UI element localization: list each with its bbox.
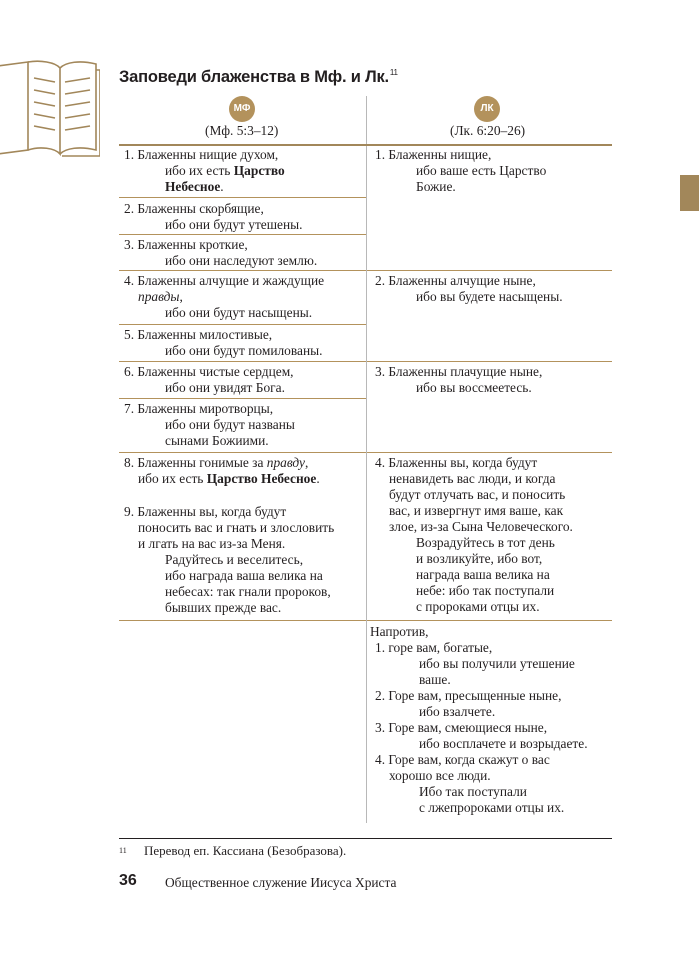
lk-woes: Напротив, 1. горе вам, богатые, ибо вы получили утешение ваше. 2. Горе вам, пресыщенные ныне, ибо взалчете. 3. Горе вам, смеющиеся ныне, ибо восплачете и возрыдаете. 4. Горе вам, когда скажут о вас хорошо все люди. Ибо так поступали с лжепророками отцы их. (370, 624, 588, 815)
page-title (119, 65, 398, 85)
mf-beatitude-5: 5. Блаженны милостивые, ибо они будут помилованы. (124, 327, 323, 358)
row-divider (367, 452, 612, 453)
row-divider (367, 361, 612, 362)
mf-beatitude-8: 8. Блаженны гонимые за правду, ибо их есть Царство Небесное. (124, 455, 320, 486)
mf-badge: МФ (229, 96, 255, 122)
title-footnote-ref: 11 (389, 68, 398, 77)
column-divider (366, 96, 367, 823)
lk-beatitude-3: 3. Блаженны плачущие ныне, ибо вы воссмеетесь. (375, 364, 543, 395)
row-divider (367, 620, 612, 621)
row-divider (119, 361, 366, 362)
row-divider (119, 324, 366, 325)
lk-beatitude-4: 4. Блаженны вы, когда будут ненавидеть вас люди, и когда будут отлучать вас, и поносить вас, и извергнут имя ваше, как злое, из-за Сына Человеческого. Возрадуйтесь в тот день и возликуйте, ибо вот, награда ваша велика на небе: ибо так поступали с пророками отцы их. (375, 455, 573, 614)
footnote-rule (119, 838, 612, 839)
row-divider (119, 270, 366, 271)
mf-beatitude-9: 9. Блаженны вы, когда будут поносить вас и гнать и злословить и лгать на вас из-за Меня. Радуйтесь и веселитесь, ибо награда ваша велика на небесах: так гнали пророков, бывших прежде вас. (124, 504, 335, 615)
row-divider (367, 270, 612, 271)
footnote-number: 11 (119, 846, 127, 855)
footnote-text: Перевод еп. Кассиана (Безобразова). (144, 843, 347, 858)
mf-beatitude-4: 4. Блаженны алчущие и жаждущие правды, ибо они будут насыщены. (124, 273, 325, 320)
chapter-tab (680, 175, 699, 211)
row-divider (119, 620, 366, 621)
title-text: Заповеди блаженства в Мф. и Лк. (119, 68, 389, 86)
open-book-icon (0, 58, 100, 158)
mf-beatitude-2: 2. Блаженны скорбящие, ибо они будут утешены. (124, 201, 303, 232)
row-divider (119, 452, 366, 453)
row-divider (119, 197, 366, 198)
lk-badge: ЛК (474, 96, 500, 122)
lk-beatitude-1: 1. Блаженны нищие, ибо ваше есть Царство Божие. (375, 147, 547, 194)
mf-beatitude-3: 3. Блаженны кроткие, ибо они наследуют землю. (124, 237, 318, 268)
page-number: 36 (119, 872, 137, 889)
mf-beatitude-6: 6. Блаженны чистые сердцем, ибо они увидят Бога. (124, 364, 294, 395)
running-head: Общественное служение Иисуса Христа (165, 875, 397, 890)
row-divider (119, 234, 366, 235)
row-divider (119, 398, 366, 399)
lk-beatitude-2: 2. Блаженны алчущие ныне, ибо вы будете насыщены. (375, 273, 563, 304)
mf-reference: (Мф. 5:3–12) (205, 123, 279, 138)
lk-reference: (Лк. 6:20–26) (450, 123, 526, 138)
woes-intro: Напротив, (370, 624, 429, 639)
header-rule (119, 144, 612, 146)
mf-beatitude-7: 7. Блаженны миротворцы, ибо они будут названы сынами Божиими. (124, 401, 295, 448)
mf-beatitude-1: 1. Блаженны нищие духом, ибо их есть Царство Небесное. (124, 147, 285, 194)
